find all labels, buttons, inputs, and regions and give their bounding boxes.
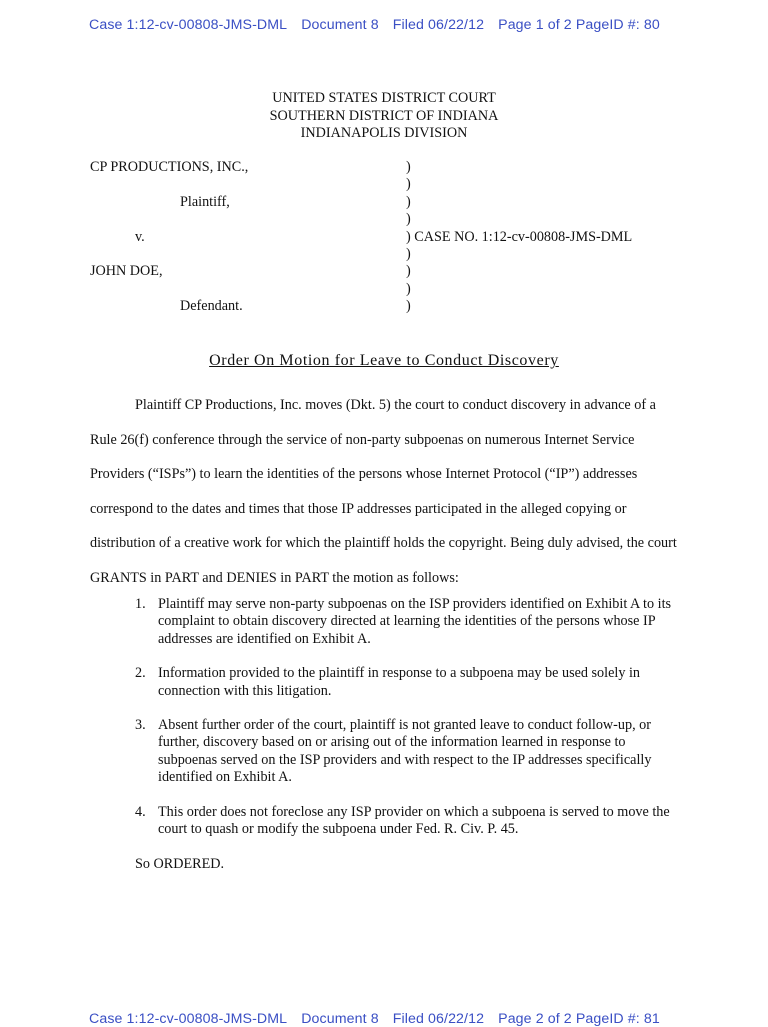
so-ordered: So ORDERED. xyxy=(135,856,225,872)
caption-paren: ) xyxy=(406,245,411,262)
caption-paren: ) xyxy=(406,211,411,228)
header-page-id: Page 2 of 2 PageID #: 81 xyxy=(498,1011,660,1027)
order-item-number: 4. xyxy=(135,803,146,820)
caption-paren: ) xyxy=(406,263,411,280)
defendant-name: JOHN DOE, xyxy=(90,263,163,279)
ecf-header-top xyxy=(89,17,689,33)
header-case-number: Case 1:12-cv-00808-JMS-DML xyxy=(89,17,288,33)
order-item-text: Absent further order of the court, plaintiff is not granted leave to conduct follow-up, or further, discovery based on or arising out of the information learned in response to subpoenas served on the ISP providers and with respect to the IP addresses specifically identified on Exhibit A. xyxy=(158,717,652,786)
caption-paren: ) xyxy=(406,280,411,297)
order-item xyxy=(135,596,680,648)
order-item-number: 1. xyxy=(135,596,146,612)
ecf-header-bottom xyxy=(89,1011,689,1027)
header-filed-date: Filed 06/22/12 xyxy=(392,1011,485,1027)
versus-label: v. xyxy=(135,229,145,245)
court-division: INDIANAPOLIS DIVISION xyxy=(300,125,468,141)
header-document-number: Document 8 xyxy=(301,17,379,33)
order-body-paragraph: Plaintiff CP Productions, Inc. moves (Dkt. 5) the court to conduct discovery in advance of a Rule 26(f) conference through the service of non-party subpoenas on numerous Internet Service Providers (“ISPs”) to learn the identities of the persons whose Internet Protocol (“IP”) addresses correspond to the dates and times that those IP addresses participated in the alleged copying or distribution of a creative work for which the plaintiff holds the copyright. Being duly advised, the court GRANTS in PART and DENIES in PART the motion as follows: xyxy=(90,397,677,586)
order-item-text: Information provided to the plaintiff in response to a subpoena may be used solely in connection with this litigation. xyxy=(158,665,641,699)
header-page-id: Page 1 of 2 PageID #: 80 xyxy=(498,17,660,33)
caption-paren: ) xyxy=(406,176,411,193)
caption-paren: ) xyxy=(406,159,411,175)
court-heading xyxy=(0,90,768,143)
caption-paren: ) xyxy=(406,193,411,210)
defendant-role: Defendant. xyxy=(180,298,243,314)
court-name: UNITED STATES DISTRICT COURT xyxy=(272,90,496,106)
order-item-number: 3. xyxy=(135,717,146,734)
court-district: SOUTHERN DISTRICT OF INDIANA xyxy=(269,107,499,124)
order-item-text: This order does not foreclose any ISP provider on which a subpoena is served to move the court to quash or modify the subpoena under Fed. R. Civ. P. 45. xyxy=(158,803,670,838)
caption-paren: ) xyxy=(406,228,411,245)
caption-paren: ) xyxy=(406,298,411,315)
header-document-number: Document 8 xyxy=(301,1011,379,1027)
order-item-text: Plaintiff may serve non-party subpoenas on the ISP providers identified on Exhibit A to its complaint to obtain discovery directed at learning the identities of the persons whose IP addresses are identified on Exhibit A. xyxy=(158,596,672,647)
order-item xyxy=(135,804,680,839)
header-filed-date: Filed 06/22/12 xyxy=(392,17,485,33)
order-item xyxy=(135,665,680,700)
caption-parentheses xyxy=(406,159,632,316)
caption-case-line xyxy=(406,229,632,246)
order-title: Order On Motion for Leave to Conduct Discovery xyxy=(209,352,559,369)
header-case-number: Case 1:12-cv-00808-JMS-DML xyxy=(89,1011,288,1027)
order-item xyxy=(135,717,680,787)
order-item-number: 2. xyxy=(135,665,146,682)
plaintiff-role: Plaintiff, xyxy=(180,194,230,210)
order-items-list xyxy=(135,596,680,855)
plaintiff-name: CP PRODUCTIONS, INC., xyxy=(90,159,249,175)
case-number: CASE NO. 1:12-cv-00808-JMS-DML xyxy=(414,228,633,245)
